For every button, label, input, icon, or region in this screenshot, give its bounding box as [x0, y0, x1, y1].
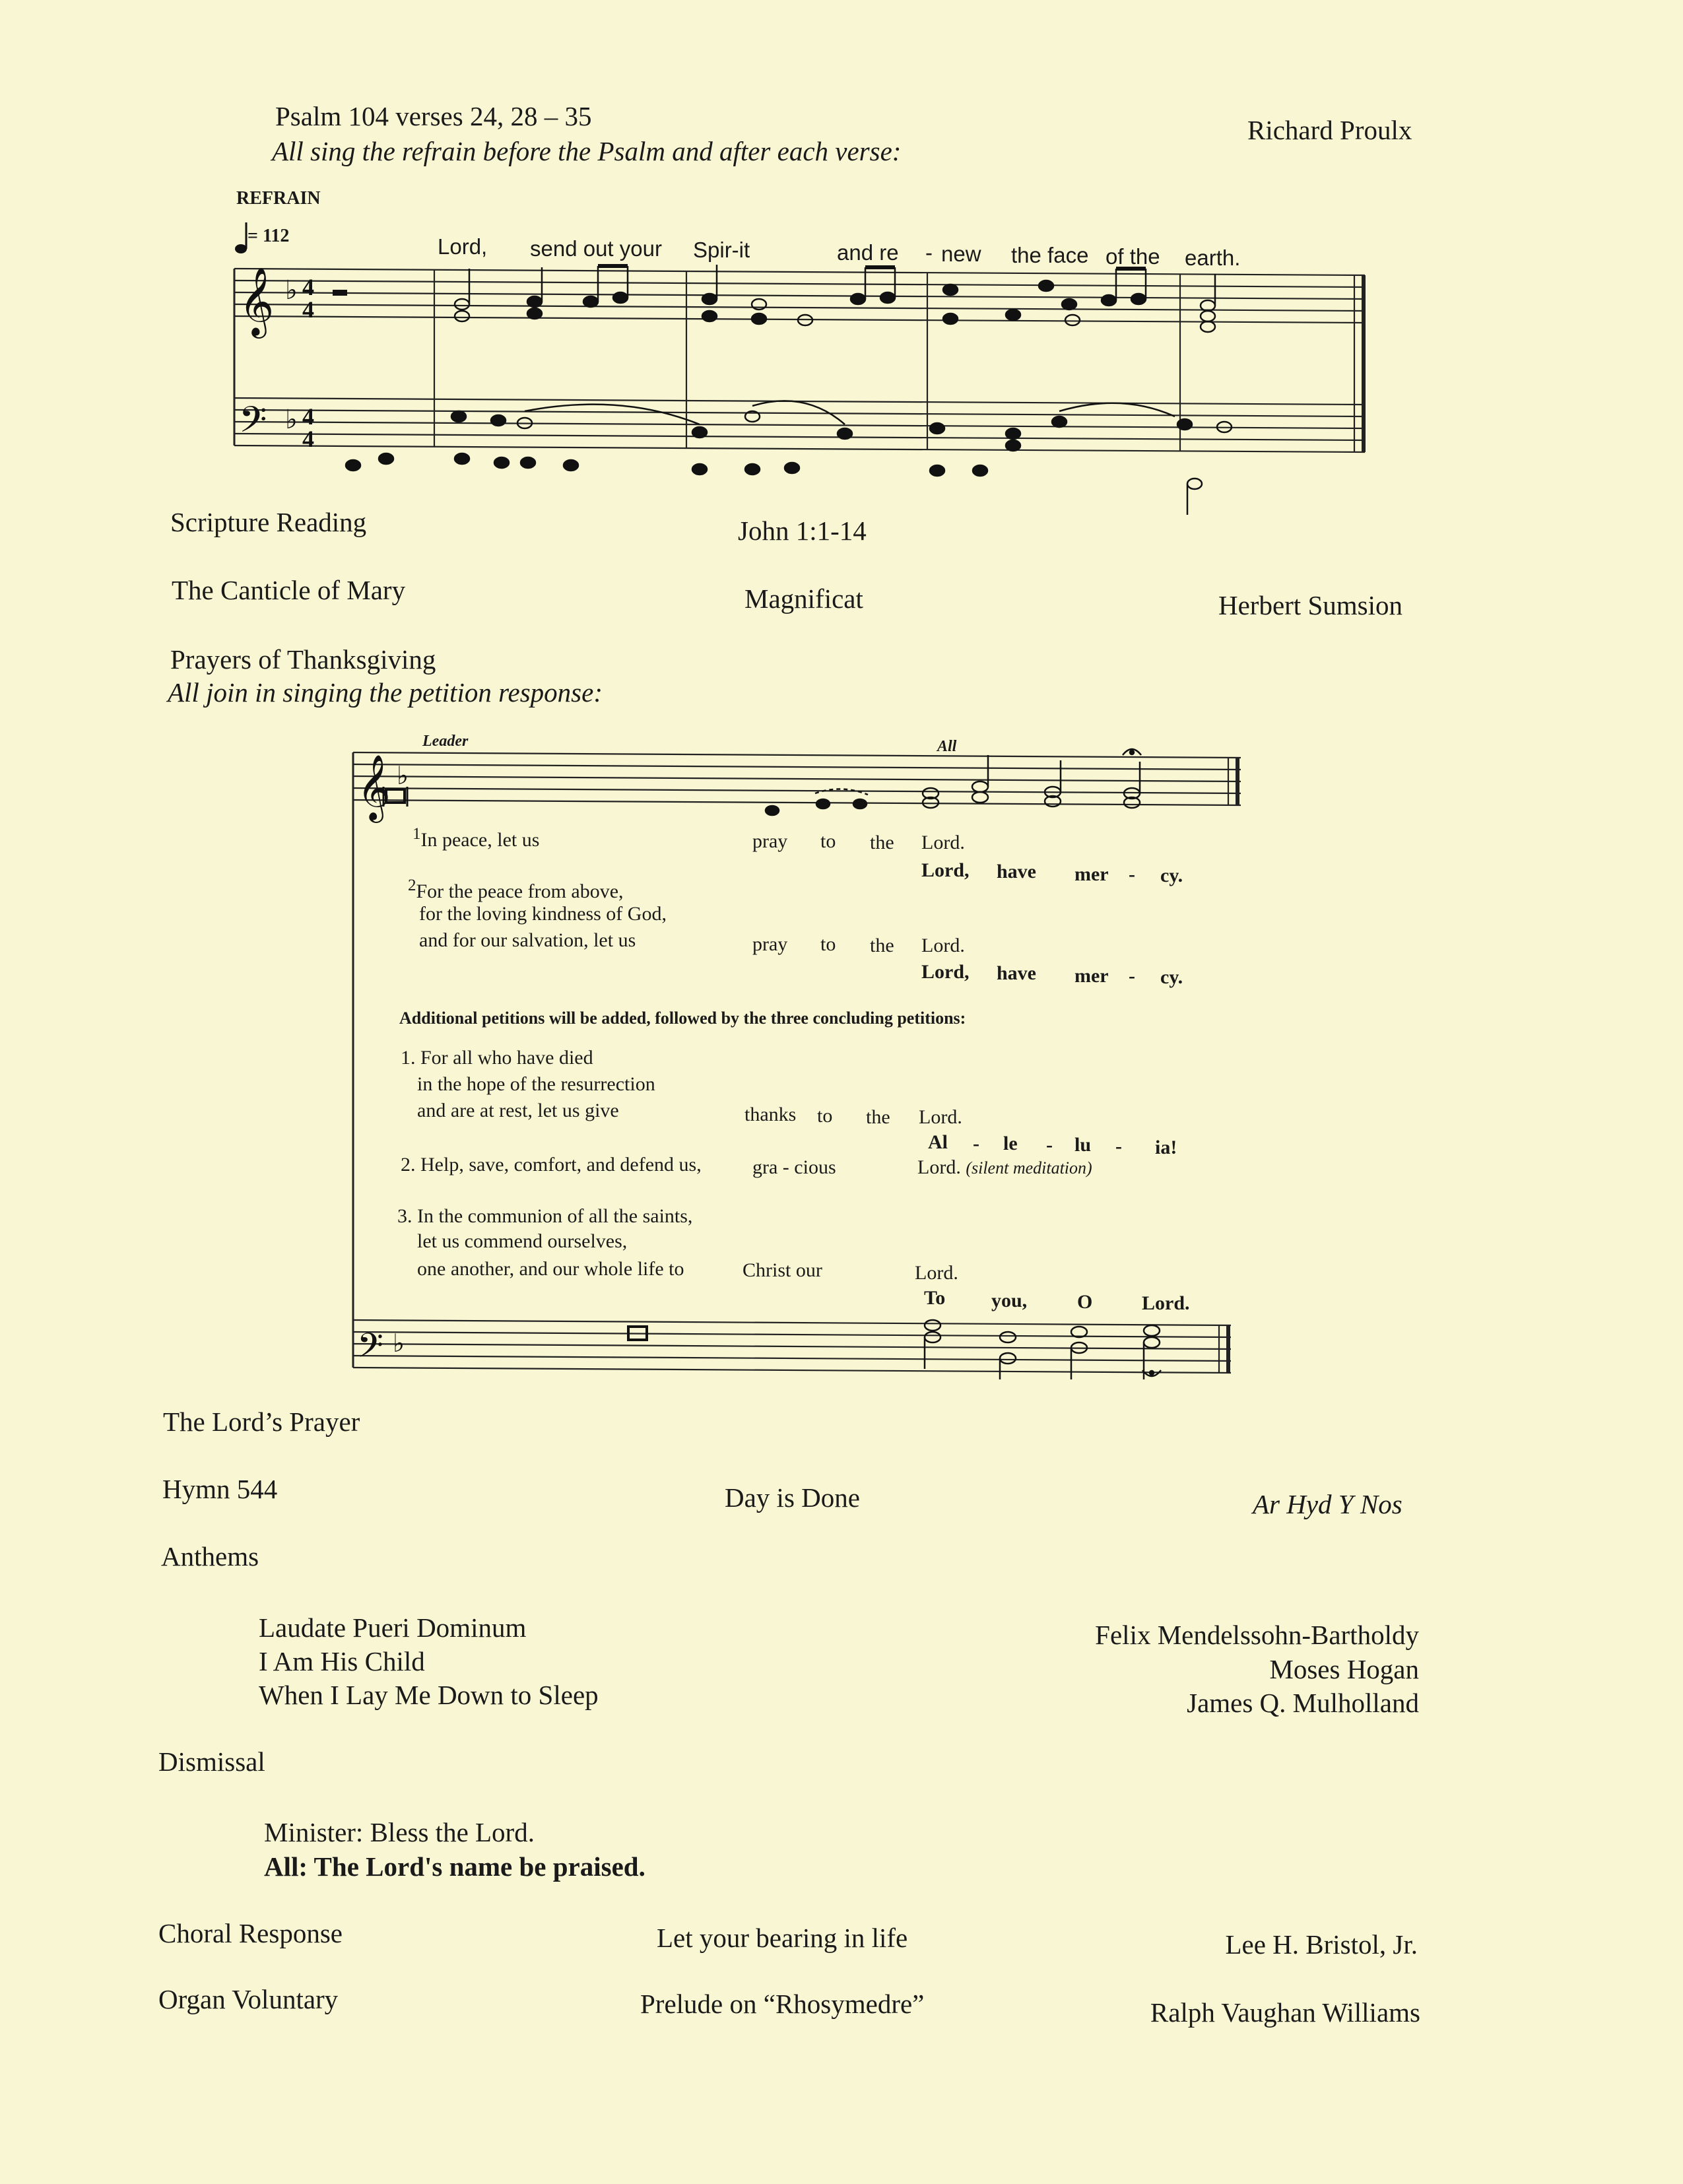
- response-word: Lord.: [1142, 1292, 1190, 1314]
- silent-meditation-note: (silent meditation): [966, 1158, 1092, 1177]
- response-word: Al: [928, 1131, 948, 1153]
- treble-clef-icon: 𝄞: [357, 754, 391, 820]
- svg-text:4: 4: [302, 426, 314, 452]
- response-word: O: [1077, 1291, 1093, 1313]
- response-word: -: [973, 1133, 979, 1154]
- petition-line: 2. Help, save, comfort, and defend us,: [401, 1154, 702, 1175]
- petition-word: Lord.: [921, 935, 965, 956]
- bass-clef-icon: 𝄢: [239, 399, 267, 449]
- anthem-title: When I Lay Me Down to Sleep: [259, 1680, 599, 1710]
- petition-line: and for our salvation, let us: [419, 929, 636, 951]
- petition-line: one another, and our whole life to: [417, 1258, 684, 1280]
- psalm-title: Psalm 104 verses 24, 28 – 35: [275, 101, 592, 131]
- hymn-label: Hymn 544: [162, 1474, 278, 1504]
- psalm-instruction: All sing the refrain before the Psalm and after each verse:: [272, 136, 902, 166]
- petition-word: to: [820, 933, 836, 955]
- response-word: cy.: [1160, 966, 1183, 988]
- organ-voluntary-composer: Ralph Vaughan Williams: [1150, 1997, 1420, 2028]
- anthem-title: I Am His Child: [259, 1646, 425, 1676]
- dismissal-response: All: The Lord's name be praised.: [264, 1851, 645, 1882]
- anthem-composer: Moses Hogan: [1269, 1654, 1419, 1684]
- petition-line: let us commend ourselves,: [417, 1230, 628, 1252]
- organ-voluntary-title: Prelude on “Rhosymedre”: [640, 1989, 925, 2019]
- refrain-staff: [224, 261, 1373, 498]
- response-word: -: [1115, 1135, 1122, 1157]
- scripture-reference: John 1:1-14: [738, 515, 867, 546]
- refrain-lyric: and re: [837, 240, 899, 265]
- anthem-title: Laudate Pueri Dominum: [259, 1612, 527, 1643]
- petition-word: thanks: [744, 1104, 797, 1125]
- refrain-lyric: -: [925, 240, 933, 265]
- response-word: lu: [1074, 1134, 1092, 1156]
- response-word: you,: [991, 1290, 1028, 1311]
- response-word: ia!: [1155, 1137, 1177, 1158]
- canticle-composer: Herbert Sumsion: [1218, 590, 1402, 620]
- refrain-lyric: earth.: [1185, 246, 1241, 270]
- response-word: -: [1129, 863, 1135, 885]
- petition-word: pray: [752, 933, 788, 955]
- refrain-lyric: Lord,: [438, 234, 488, 259]
- petition-2-text: $^2$For the peace from above,: [408, 877, 624, 902]
- tempo-marking: = 112: [248, 226, 290, 246]
- svg-text:♭: ♭: [285, 275, 298, 306]
- svg-text:4: 4: [302, 403, 314, 430]
- refrain-lyric: Spir-it: [693, 238, 750, 262]
- response-word: mer: [1074, 965, 1109, 987]
- petition-word: the: [866, 1106, 890, 1128]
- svg-text:♭: ♭: [393, 1329, 405, 1358]
- hymn-tune: Ar Hyd Y Nos: [1253, 1489, 1402, 1519]
- petition-word: the: [870, 935, 894, 956]
- response-word: -: [1046, 1134, 1053, 1156]
- anthem-composer: Felix Mendelssohn-Bartholdy: [1095, 1620, 1419, 1650]
- refrain-lyric: of the: [1106, 244, 1160, 269]
- prayers-label: Prayers of Thanksgiving: [170, 644, 436, 675]
- refrain-lyric: the face: [1011, 243, 1089, 267]
- petition-word: to: [817, 1105, 833, 1127]
- dismissal-label: Dismissal: [158, 1746, 265, 1777]
- response-word: have: [997, 962, 1036, 984]
- prayers-instruction: All join in singing the petition response:: [168, 677, 603, 708]
- quarter-note-icon: [234, 221, 254, 261]
- petition-line: in the hope of the resurrection: [417, 1073, 655, 1095]
- hymn-title: Day is Done: [725, 1482, 860, 1513]
- response-word: Lord,: [921, 859, 970, 881]
- svg-text:4: 4: [302, 274, 314, 300]
- petition-word: Lord.: [917, 1156, 961, 1178]
- petition-line: for the loving kindness of God,: [419, 903, 667, 925]
- anthems-label: Anthems: [161, 1541, 259, 1572]
- response-word: mer: [1074, 863, 1109, 885]
- petition-word: Lord.: [915, 1262, 958, 1284]
- psalm-composer: Richard Proulx: [1247, 115, 1412, 145]
- response-word: have: [997, 861, 1036, 882]
- dismissal-minister: Minister: Bless the Lord.: [264, 1817, 535, 1847]
- petition-word: pray: [752, 830, 788, 852]
- petition-line: 3. In the communion of all the saints,: [397, 1205, 693, 1227]
- response-word: -: [1129, 965, 1135, 987]
- additional-petitions-note: Additional petitions will be added, followed by the three concluding petitions:: [399, 1009, 966, 1028]
- refrain-lyric: new: [941, 242, 981, 266]
- petition-word: Lord.: [921, 832, 965, 853]
- response-word: Lord,: [921, 961, 970, 983]
- choral-response-label: Choral Response: [158, 1918, 343, 1948]
- choral-response-composer: Lee H. Bristol, Jr.: [1225, 1929, 1418, 1960]
- choral-response-title: Let your bearing in life: [657, 1923, 908, 1953]
- svg-text:4: 4: [302, 296, 314, 323]
- canticle-title: Magnificat: [744, 583, 863, 614]
- treble-clef-icon: 𝄞: [239, 267, 275, 336]
- organ-voluntary-label: Organ Voluntary: [158, 1984, 339, 2014]
- petition-word: Lord.: [919, 1106, 962, 1128]
- refrain-label: REFRAIN: [236, 188, 321, 209]
- refrain-lyric: send out your: [530, 236, 662, 261]
- response-word: cy.: [1160, 865, 1183, 886]
- response-word: To: [924, 1287, 946, 1309]
- canticle-label: The Canticle of Mary: [172, 575, 406, 605]
- petition-line: and are at rest, let us give: [417, 1100, 619, 1121]
- petition-line: 1. For all who have died: [401, 1047, 593, 1069]
- petition-word: the: [870, 832, 894, 853]
- petition-word: gra - cious: [752, 1156, 836, 1178]
- petition-1-text: $^1$In peace, let us: [412, 825, 540, 851]
- petition-word: Christ our: [742, 1259, 822, 1281]
- lords-prayer-label: The Lord’s Prayer: [163, 1406, 360, 1437]
- svg-text:♭: ♭: [397, 761, 409, 790]
- anthem-composer: James Q. Mulholland: [1187, 1688, 1419, 1718]
- petition-word: to: [820, 830, 836, 852]
- scripture-label: Scripture Reading: [170, 507, 367, 537]
- bass-clef-icon: 𝄢: [357, 1325, 383, 1373]
- all-label: All: [937, 738, 957, 755]
- response-word: le: [1003, 1133, 1018, 1154]
- svg-text:♭: ♭: [285, 405, 298, 435]
- leader-label: Leader: [422, 733, 469, 750]
